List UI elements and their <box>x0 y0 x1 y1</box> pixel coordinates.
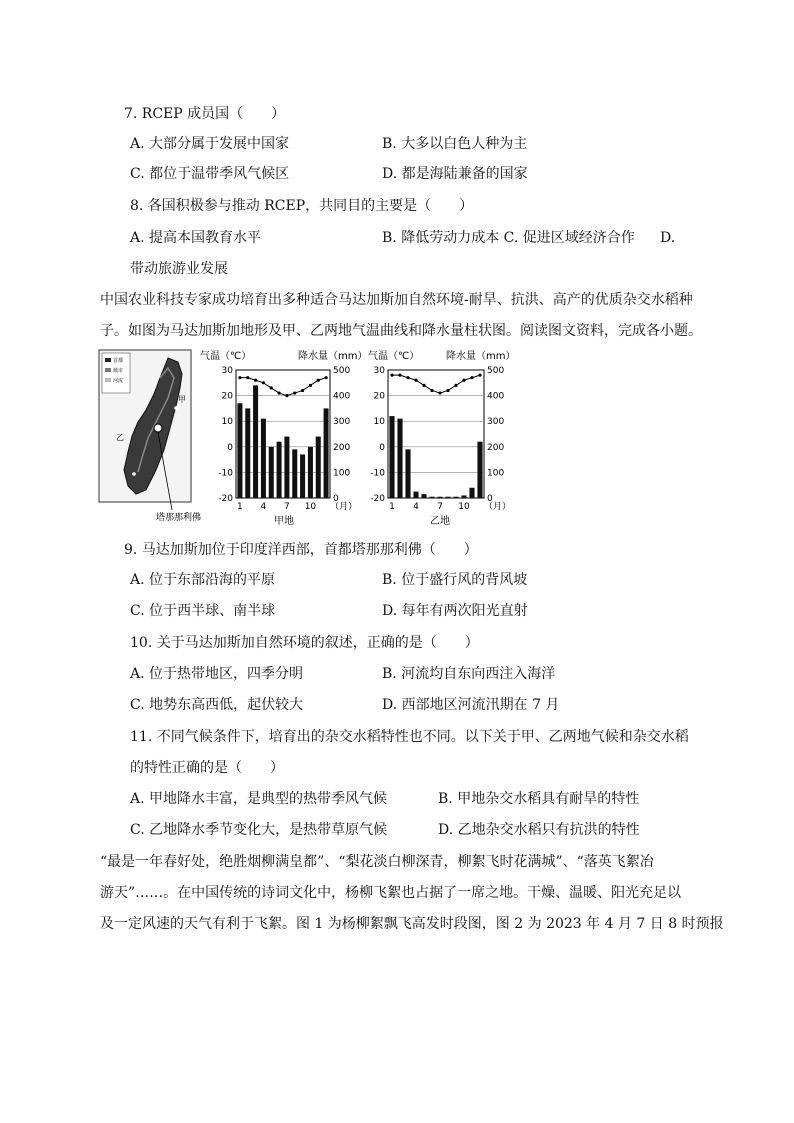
map-label-jia: 甲 <box>178 395 186 404</box>
chart-jia-caption: 甲地 <box>274 516 294 527</box>
jia-temp-point <box>324 376 327 379</box>
chart-yi-precip-label: 降水量（mm） <box>446 351 510 362</box>
jia-precip-tick: 400 <box>333 391 351 402</box>
q7-option-b: B. 大多以白色人种为主 <box>382 136 528 152</box>
chart-yi-temp-line <box>390 374 481 395</box>
q8-option-d-cont: 带动旅游业发展 <box>130 261 228 277</box>
map-capital-label: 塔那那利佛 <box>156 513 202 523</box>
q11-option-b: B. 甲地杂交水稻具有耐旱的特性 <box>438 791 640 807</box>
jia-precip-tick: 100 <box>333 468 351 479</box>
chart-jia-bars <box>237 385 328 498</box>
jia-x-tick: 1 <box>237 502 243 512</box>
jia-precip-tick: 0 <box>333 494 339 504</box>
jia-bar <box>237 403 242 498</box>
jia-bar <box>308 447 313 498</box>
jia-temp-point <box>285 394 288 397</box>
yi-temp-tick: -20 <box>370 494 385 504</box>
yi-x-tick: 4 <box>413 502 419 512</box>
yi-precip-tick: 0 <box>487 494 493 504</box>
q10-option-d: D. 西部地区河流汛期在 7 月 <box>382 697 560 713</box>
yi-bar <box>477 442 482 498</box>
jia-precip-tick: 500 <box>333 366 351 376</box>
intro2-line2: 游天”……。在中国传统的诗词文化中，杨柳飞絮也占据了一席之地。干燥、温暖、阳光充足以 <box>100 885 682 901</box>
jia-bar <box>245 408 250 498</box>
q8-stem: 8. 各国积极参与推动 RCEP，共同目的主要是（ ） <box>130 198 474 214</box>
yi-bar <box>429 497 434 498</box>
intro2-line3: 及一定风速的天气有利于飞絮。图 1 为杨柳絮飘飞高发时段图，图 2 为 2023 年 4 月 7 日 8 时预报 <box>100 916 724 932</box>
yi-temp-point <box>470 376 473 379</box>
yi-temp-point <box>398 374 401 377</box>
yi-bar <box>397 419 402 498</box>
chart-yi-bars <box>389 416 482 498</box>
jia-temp-point <box>317 379 320 382</box>
jia-bar <box>300 454 305 498</box>
yi-temp-tick: 0 <box>379 442 385 453</box>
jia-bar <box>284 437 289 498</box>
yi-temp-polyline <box>392 375 480 393</box>
yi-bar <box>453 497 458 498</box>
jia-bar <box>277 442 282 498</box>
q11-stem: 11. 不同气候条件下，培育出的杂交水稻特性也不同。以下关于甲、乙两地气候和杂交水稻 <box>130 729 689 745</box>
jia-temp-point <box>301 389 304 392</box>
q11-option-d: D. 乙地杂交水稻只有抗洪的特性 <box>438 822 640 838</box>
jia-temp-tick: 0 <box>227 442 233 453</box>
q8-option-a: A. 提高本国教育水平 <box>130 230 262 246</box>
yi-precip-tick: 500 <box>487 366 505 376</box>
jia-temp-tick: 30 <box>221 366 233 376</box>
intro1-line1: 中国农业科技专家成功培育出多种适合马达加斯加自然环境-耐旱、抗洪、高产的优质杂交水稻种 <box>100 292 693 308</box>
yi-temp-point <box>414 379 417 382</box>
chart-yi-temp-label: 气温（℃） <box>368 351 420 362</box>
jia-precip-tick: 200 <box>333 442 351 453</box>
jia-temp-point <box>270 386 273 389</box>
yi-temp-point <box>406 376 409 379</box>
yi-temp-point <box>430 389 433 392</box>
yi-temp-tick: 20 <box>373 391 385 402</box>
jia-bar <box>253 385 258 498</box>
jia-temp-point <box>293 391 296 394</box>
yi-bar <box>405 449 410 498</box>
jia-bar <box>324 408 329 498</box>
map-legend-3: 河流 <box>113 378 124 384</box>
chart-yi <box>368 349 510 527</box>
q7-option-c: C. 都位于温带季风气候区 <box>130 166 290 182</box>
jia-x-tick: 4 <box>260 502 267 512</box>
jia-temp-point <box>254 379 257 382</box>
jia-bar <box>269 447 274 498</box>
yi-precip-tick: 200 <box>487 442 505 453</box>
map-legend-2: 城市 <box>113 368 124 374</box>
jia-x-tick: 7 <box>284 502 290 512</box>
figure-svg <box>98 348 510 528</box>
q9-stem: 9. 马达加斯加位于印度洋西部，首都塔那那利佛（ ） <box>124 542 478 558</box>
jia-bar <box>316 437 321 498</box>
q8-option-bc: B. 降低劳动力成本 C. 促进区域经济合作 <box>382 230 635 246</box>
jia-bar <box>292 449 297 498</box>
madagascar-map <box>99 350 201 523</box>
q9-option-c: C. 位于西半球、南半球 <box>130 603 276 619</box>
q10-option-c: C. 地势东高西低，起伏较大 <box>130 697 304 713</box>
yi-temp-point <box>438 391 441 394</box>
map-label-yi: 乙 <box>116 433 124 442</box>
yi-precip-tick: 400 <box>487 391 505 402</box>
yi-temp-point <box>478 374 481 377</box>
jia-temp-tick: -20 <box>218 494 233 504</box>
jia-temp-point <box>262 381 265 384</box>
jia-temp-tick: 20 <box>221 391 233 402</box>
jia-bar <box>261 419 266 498</box>
q10-option-b: B. 河流均自东向西注入海洋 <box>382 666 556 682</box>
q9-option-a: A. 位于东部沿海的平原 <box>130 572 276 588</box>
chart-jia-temp-label: 气温（℃） <box>200 351 252 362</box>
q7-option-a: A. 大部分属于发展中国家 <box>130 136 290 152</box>
yi-temp-point <box>390 374 393 377</box>
yi-precip-tick: 100 <box>487 468 505 479</box>
jia-temp-tick: 10 <box>221 417 233 428</box>
yi-temp-tick: 30 <box>373 366 385 376</box>
figure-madagascar <box>98 348 510 528</box>
yi-bar <box>445 497 450 498</box>
yi-bar <box>421 494 426 498</box>
chart-jia-temp-line <box>238 376 327 397</box>
chart-yi-caption: 乙地 <box>430 516 450 527</box>
q11-stem-cont: 的特性正确的是（ ） <box>130 760 284 776</box>
yi-temp-tick: -10 <box>370 468 385 479</box>
q10-stem: 10. 关于马达加斯加自然环境的叙述，正确的是（ ） <box>130 635 479 651</box>
q9-option-b: B. 位于盛行风的背风坡 <box>382 572 528 588</box>
q10-option-a: A. 位于热带地区，四季分明 <box>130 666 304 682</box>
jia-temp-point <box>238 376 241 379</box>
q11-option-c: C. 乙地降水季节变化大，是热带草原气候 <box>130 822 388 838</box>
q9-option-d: D. 每年有两次阳光直射 <box>382 603 528 619</box>
intro1-line2: 子。如图为马达加斯加地形及甲、乙两地气温曲线和降水量柱状图。阅读图文资料，完成各小题。 <box>100 323 702 339</box>
yi-x-tick: 1 <box>389 502 395 512</box>
jia-temp-point <box>277 391 280 394</box>
yi-temp-tick: 10 <box>373 417 385 428</box>
yi-bar <box>389 416 394 498</box>
capital-marker <box>154 424 162 432</box>
jia-temp-point <box>246 376 249 379</box>
q8-option-d: D. <box>660 230 676 246</box>
chart-jia-precip-label: 降水量（mm） <box>298 351 368 362</box>
jia-temp-tick: -10 <box>218 468 233 479</box>
yi-x-tick: 10 <box>458 502 470 512</box>
yi-temp-point <box>462 379 465 382</box>
yi-bar <box>469 488 474 498</box>
yi-bar <box>437 497 442 498</box>
jia-x-tick: 10 <box>304 502 317 512</box>
jia-precip-tick: 300 <box>333 417 351 428</box>
jia-temp-polyline <box>240 378 326 396</box>
q7-option-d: D. 都是海陆兼备的国家 <box>382 166 528 182</box>
yi-temp-point <box>446 389 449 392</box>
q11-option-a: A. 甲地降水丰富，是典型的热带季风气候 <box>130 791 388 807</box>
yi-bar <box>461 495 466 498</box>
map-legend-1: 首都 <box>113 358 124 364</box>
yi-temp-point <box>454 384 457 387</box>
jia-x-unit: （月） <box>330 502 358 512</box>
q7-stem: 7. RCEP 成员国（ ） <box>124 106 286 122</box>
yi-precip-tick: 300 <box>487 417 505 428</box>
intro2-line1: “最是一年春好处，绝胜烟柳满皇都”、“梨花淡白柳深青，柳絮飞时花满城”、“落英飞絮冶 <box>100 854 654 870</box>
jia-temp-point <box>309 384 312 387</box>
yi-x-tick: 7 <box>437 502 443 512</box>
chart-jia <box>200 349 367 527</box>
yi-x-unit: （月） <box>484 502 510 512</box>
yi-temp-point <box>422 384 425 387</box>
yi-bar <box>413 492 418 498</box>
